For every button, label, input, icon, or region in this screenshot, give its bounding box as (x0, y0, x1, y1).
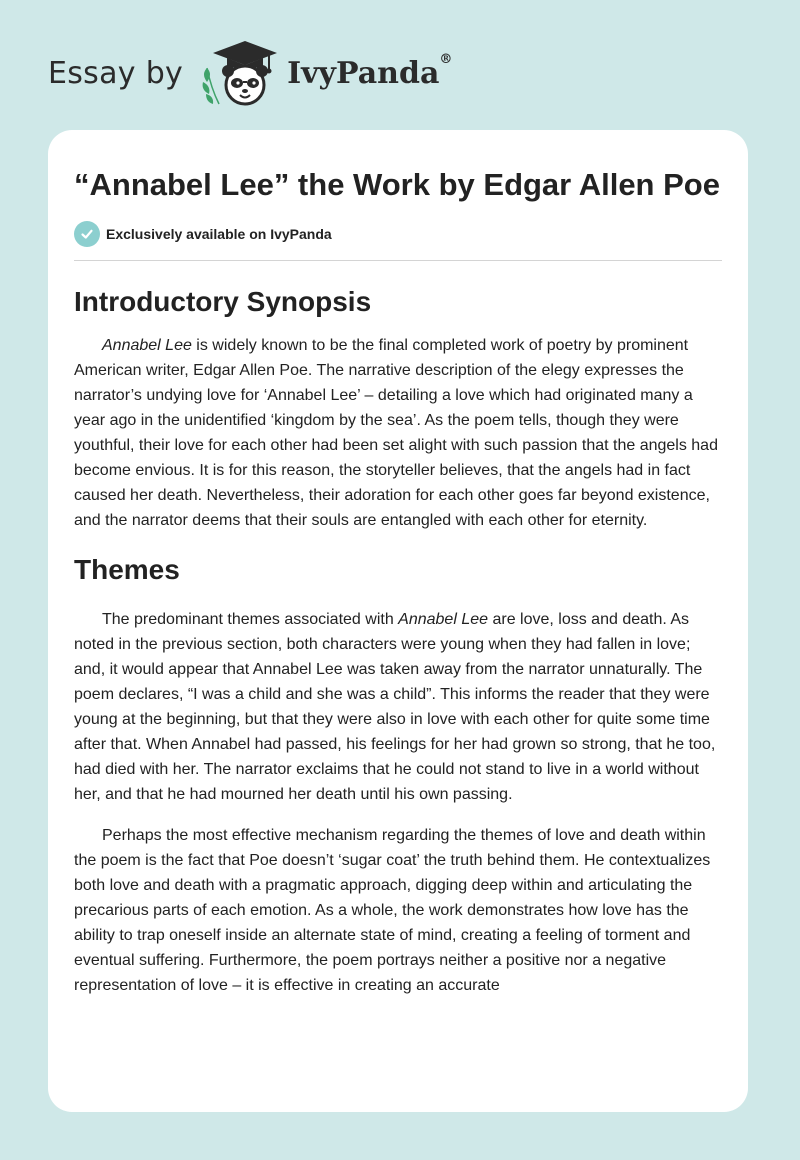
essay-card (48, 130, 748, 1112)
brand-name (287, 51, 453, 91)
poem-title-italic: Annabel Lee (398, 611, 489, 628)
section-heading-synopsis: Introductory Synopsis (74, 286, 372, 317)
check-circle-icon (74, 221, 100, 247)
synopsis-text: is widely known to be the final completed work of poetry by prominent American writer, Edgar Allen Poe. The narrative description of the elegy expresses the narrator’s undying love for ‘Annabel Lee’ – detailing a love which had originated many a year ago in the unidentified ‘kingdom by the sea’. As the poem tells, though they were youthful, their love for each other had been set alight with such passion that the angels had become envious. It is for this reason, the storyteller believes, that the angels had in fact caused her death. Nevertheless, their adoration for each other goes far beyond existence, and the narrator deems that their souls are entangled with each other for eternity. (74, 337, 718, 529)
themes-text-before: The predominant themes associated with (102, 611, 399, 628)
themes-text-after: are love, loss and death. As noted in the previous section, both characters were young when they had fallen in love; and, it would appear that Annabel Lee was taken away from the narrator unnaturally. The poem declares, “I was a child and she was a child”. This informs the reader that they were young at the beginning, but that they were also in love with each other for quite some time after that. When Annabel had passed, his feelings for her had grown so strong, that he too, had died with her. The narrator exclaims that he could not stand to live in a world without her, and that he had mourned her death until his own passing. (74, 611, 716, 803)
title-divider (74, 260, 722, 261)
poem-title-italic: Annabel Lee (102, 337, 192, 354)
essay-title: “Annabel Lee” the Work by Edgar Allen Poe (74, 167, 720, 202)
section-heading-themes: Themes (74, 554, 180, 585)
exclusive-badge (74, 221, 722, 247)
panda-logo-icon (197, 38, 289, 108)
themes-paragraph-1 (74, 607, 722, 807)
registered-mark: ® (439, 51, 453, 67)
brand-prefix: Essay by (48, 55, 184, 91)
synopsis-paragraph (74, 333, 722, 533)
brand-name-text: IvyPanda (287, 55, 440, 91)
site-brand[interactable] (48, 38, 452, 108)
themes-paragraph-2: Perhaps the most effective mechanism regarding the themes of love and death within the poem is the fact that Poe doesn’t ‘sugar coat’ the truth behind them. He contextualizes both love and death with a pragmatic approach, digging deep within and articulating the precarious parts of each emotion. As a whole, the work demonstrates how love has the ability to trap oneself inside an alternate state of mind, creating a feeling of torment and eventual suffering. Furthermore, the poem portrays neither a positive nor a negative representation of love – it is effective in creating an accurate (74, 827, 711, 994)
exclusive-badge-text: Exclusively available on IvyPanda (106, 226, 332, 242)
